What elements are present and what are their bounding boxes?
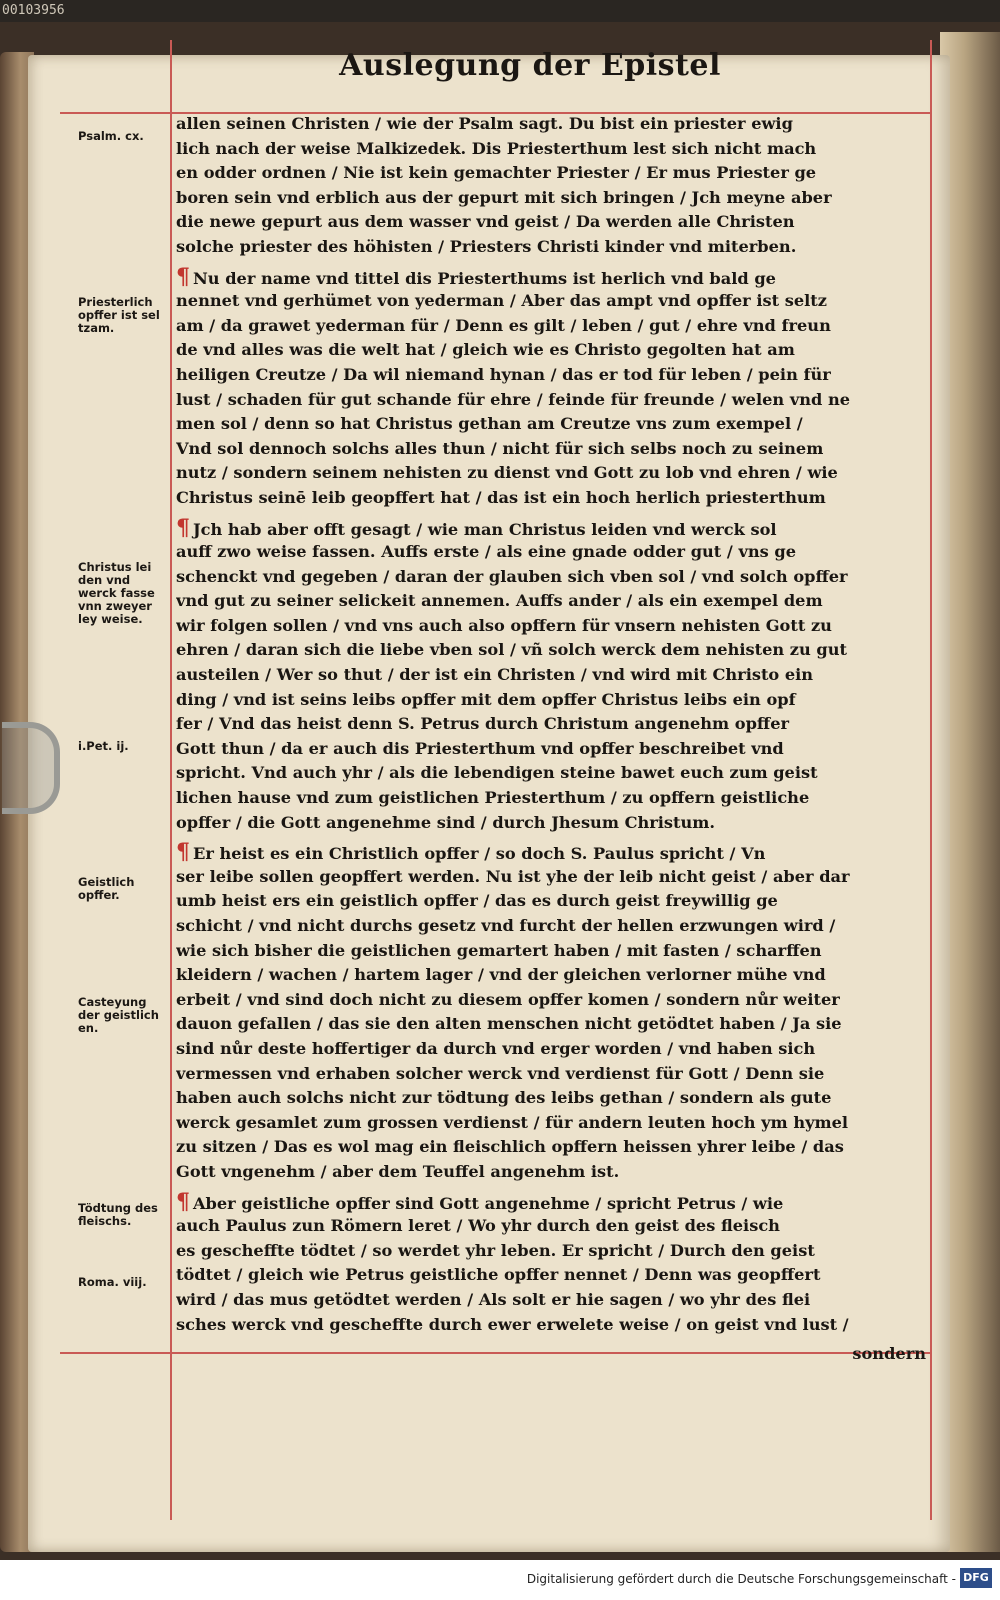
margin-note: Tödtung des fleischs. [78, 1201, 158, 1228]
footer-bar [0, 1560, 1000, 1600]
paragraph [176, 265, 926, 511]
line-text: Er heist es ein Christlich opffer / so doch S. Paulus spricht / Vn [193, 844, 766, 864]
text-line: boren sein vnd erblich aus der gepurt mit sich bringen / Jch meyne aber [176, 187, 832, 207]
margin-rule-left [170, 40, 172, 1520]
text-line: wir folgen sollen / vnd vns auch also opffern für vnsern nehisten Gott zu [176, 615, 832, 635]
text-line: auch Paulus zun Römern leret / Wo yhr durch den geist des fleisch [176, 1216, 780, 1236]
pilcrow-icon: ¶ [176, 1189, 190, 1215]
line-text: Aber geistliche opffer sind Gott angenehme / spricht Petrus / wie [193, 1193, 784, 1213]
text-line: allen seinen Christen / wie der Psalm sagt. Du bist ein priester ewig [176, 114, 793, 133]
text-line: en odder ordnen / Nie ist kein gemachter Priester / Er mus Priester ge [176, 163, 817, 183]
text-line [176, 265, 926, 290]
paragraph [176, 840, 926, 1184]
text-line: vnd gut zu seiner selickeit annemen. Auffs ander / als ein exempel dem [176, 591, 823, 611]
text-line: Gott thun / da er auch dis Priesterthum vnd opffer beschreibet vnd [176, 738, 784, 758]
margin-note: i.Pet. ij. [78, 739, 129, 753]
text-line: umb heist ers ein geistlich opffer / das es durch geist freywillig ge [176, 891, 778, 911]
text-line: austeilen / Wer so thut / der ist ein Christen / vnd wird mit Christo ein [176, 665, 814, 685]
text-line [176, 516, 926, 541]
paragraph [176, 516, 926, 836]
pilcrow-icon: ¶ [176, 264, 190, 290]
text-line: Gott vngenehm / aber dem Teuffel angenehm ist. [176, 1161, 620, 1181]
paragraph [176, 1190, 926, 1338]
text-line: ehren / daran sich die liebe vben sol / vñ solch werck dem nehisten zu gut [176, 640, 847, 660]
pilcrow-icon: ¶ [176, 515, 190, 541]
page-title: Auslegung der Epistel [339, 48, 721, 83]
margin-note: Roma. viij. [78, 1275, 147, 1289]
text-line: ser leibe sollen geopffert werden. Nu ist yhe der leib nicht geist / aber dar [176, 866, 850, 886]
text-line: haben auch solchs nicht zur tödtung des leibs gethan / sondern als gute [176, 1088, 832, 1108]
text-line: tödtet / gleich wie Petrus geistliche opffer nennet / Denn was geopffert [176, 1265, 821, 1285]
text-line: de vnd alles was die welt hat / gleich wie es Christo gegolten hat am [176, 340, 795, 360]
text-line: lichen hause vnd zum geistlichen Priesterthum / zu opffern geistliche [176, 788, 810, 808]
text-line: ding / vnd ist seins leibs opffer mit dem opffer Christus leibs ein opf [176, 689, 796, 709]
catchword: sondern [852, 1344, 926, 1364]
text-line: opffer / die Gott angenehme sind / durch Jhesum Christum. [176, 812, 716, 832]
margin-note: Casteyung der geistlich en. [78, 995, 159, 1035]
text-line: heiligen Creutze / Da wil niemand hynan / das er tod für leben / pein für [176, 364, 831, 384]
text-line: fer / Vnd das heist denn S. Petrus durch Christum angenehm opffer [176, 714, 790, 734]
funding-credit: Digitalisierung gefördert durch die Deutsche Forschungsgemeinschaft - [526, 1572, 956, 1586]
text-line: kleidern / wachen / hartem lager / vnd der gleichen verlorner mühe vnd [176, 965, 826, 985]
text-line: vermessen vnd erhaben solcher werck vnd verdienst für Gott / Denn sie [176, 1063, 825, 1083]
text-line: Christus seinē leib geopffert hat / das ist ein hoch herlich priesterthum [176, 487, 826, 507]
text-line [176, 840, 926, 865]
text-line: werck gesamlet zum grossen verdienst / für andern leuten hoch ym hymel [176, 1112, 849, 1132]
text-line: men sol / denn so hat Christus gethan am Creutze vns zum exempel / [176, 414, 803, 434]
text-line: schicht / vnd nicht durchs gesetz vnd furcht der hellen erzwungen wird / [176, 916, 836, 935]
pilcrow-icon: ¶ [176, 840, 190, 865]
text-line: es gescheffte tödtet / so werdet yhr leben. Er spricht / Durch den geist [176, 1240, 815, 1260]
text-line: lust / schaden für gut schande für ehre / feinde für freunde / welen vnd ne [176, 389, 851, 409]
text-line [176, 1190, 926, 1215]
dfg-logo: DFG [960, 1568, 992, 1588]
text-line: Vnd sol dennoch solchs alles thun / nicht für sich selbs noch zu seinem [176, 438, 824, 458]
line-text: Jch hab aber offt gesagt / wie man Christus leiden vnd werck sol [193, 519, 777, 539]
margin-note: Christus lei den vnd werck fasse vnn zweyer ley weise. [78, 560, 155, 626]
text-line: die newe gepurt aus dem wasser vnd geist / Da werden alle Christen [176, 212, 795, 232]
text-line: lich nach der weise Malkizedek. Dis Priesterthum lest sich nicht mach [176, 138, 817, 158]
text-line: solche priester des höhisten / Priesters Christi kinder vnd miterben. [176, 236, 797, 256]
text-line: erbeit / vnd sind doch nicht zu diesem opffer komen / sondern nůr weiter [176, 989, 840, 1009]
text-line: nutz / sondern seinem nehisten zu dienst vnd Gott zu lob vnd ehren / wie [176, 463, 838, 483]
text-line: dauon gefallen / das sie den alten menschen nicht getödtet haben / Ja sie [176, 1014, 842, 1034]
book-clasp [2, 722, 60, 814]
paragraph [176, 112, 926, 260]
text-line: sches werck vnd gescheffte durch ewer erwelete weise / on geist vnd lust / [176, 1314, 849, 1334]
text-line: auff zwo weise fassen. Auffs erste / als eine gnade odder gut / vns ge [176, 542, 797, 562]
line-text: Nu der name vnd tittel dis Priesterthums ist herlich vnd bald ge [193, 268, 776, 288]
text-line: wird / das mus getödtet werden / Als solt er hie sagen / wo yhr des flei [176, 1289, 811, 1309]
text-line: zu sitzen / Das es wol mag ein fleischlich opffern heissen yhrer leibe / das [176, 1137, 844, 1157]
margin-note: Priesterlich opffer ist sel tzam. [78, 295, 160, 335]
scan-id-label: 00103956 [2, 3, 65, 18]
margin-note: Geistlich opffer. [78, 875, 135, 902]
margin-note: Psalm. cx. [78, 129, 144, 143]
text-line: spricht. Vnd auch yhr / als die lebendigen steine bawet euch zum geist [176, 763, 818, 783]
text-line: nennet vnd gerhümet von yederman / Aber das ampt vnd opffer ist seltz [176, 291, 827, 311]
margin-rule-right [930, 40, 932, 1520]
main-text [176, 112, 926, 1367]
text-line: wie sich bisher die geistlichen gemartert haben / mit fasten / scharffen [176, 940, 822, 960]
text-line: sind nůr deste hoffertiger da durch vnd erger worden / vnd haben sich [176, 1038, 816, 1058]
text-line: schenckt vnd gegeben / daran der glauben sich vben sol / vnd solch opffer [176, 566, 848, 586]
text-line: am / da grawet yederman für / Denn es gilt / leben / gut / ehre vnd freun [176, 315, 831, 335]
